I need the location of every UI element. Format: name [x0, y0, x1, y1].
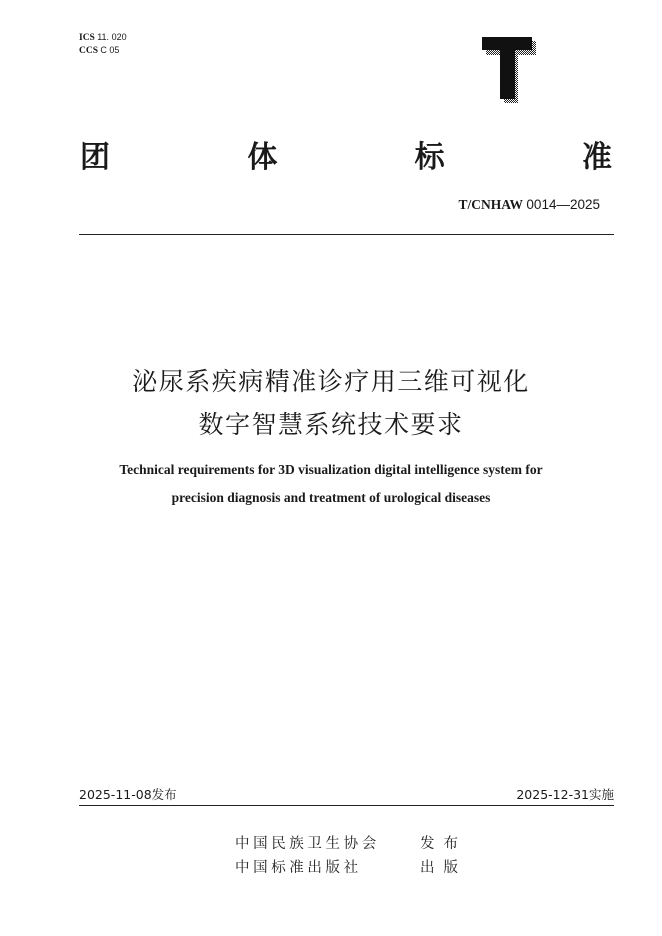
ccs-code — [79, 44, 127, 57]
title-en-line2: precision diagnosis and treatment of urological diseases — [171, 490, 491, 505]
ics-code — [79, 31, 127, 44]
standard-type-char-1: 团 — [80, 140, 110, 175]
footer-divider — [79, 805, 614, 806]
standard-type-char-4: 准 — [581, 140, 612, 175]
press-org: 中国标准出版社 — [235, 860, 362, 876]
title-en-line1: Technical requirements for 3D visualization digital intelligence system for — [119, 462, 543, 477]
title-cn-line2: 数字智慧系统技术要求 — [198, 410, 464, 439]
standard-type-char-3: 标 — [414, 140, 445, 175]
standard-type-logo — [478, 33, 536, 103]
standard-code-number: 0014—2025 — [526, 197, 600, 212]
ccs-value: C 05 — [100, 45, 120, 55]
classification-codes — [79, 31, 127, 57]
standard-type-heading — [80, 132, 612, 176]
implement-date: 2025-12-31实施 — [516, 787, 614, 802]
title-cn-line1: 泌尿系疾病精准诊疗用三维可视化 — [132, 367, 530, 396]
header-divider — [79, 234, 614, 235]
standard-type-char-2: 体 — [247, 140, 278, 175]
ics-value: 11. 020 — [97, 32, 127, 42]
standard-type-logo-letter: T — [478, 33, 479, 34]
standard-code — [459, 197, 600, 213]
press-role: 出版 — [420, 860, 467, 876]
publish-date: 2025-11-08发布 — [79, 787, 177, 802]
publisher-org: 中国民族卫生协会 — [235, 836, 380, 852]
ccs-label: CCS — [79, 46, 99, 56]
publisher-role: 发布 — [420, 836, 467, 852]
ics-label: ICS — [79, 33, 95, 43]
standard-code-prefix: T/CNHAW — [458, 197, 524, 212]
